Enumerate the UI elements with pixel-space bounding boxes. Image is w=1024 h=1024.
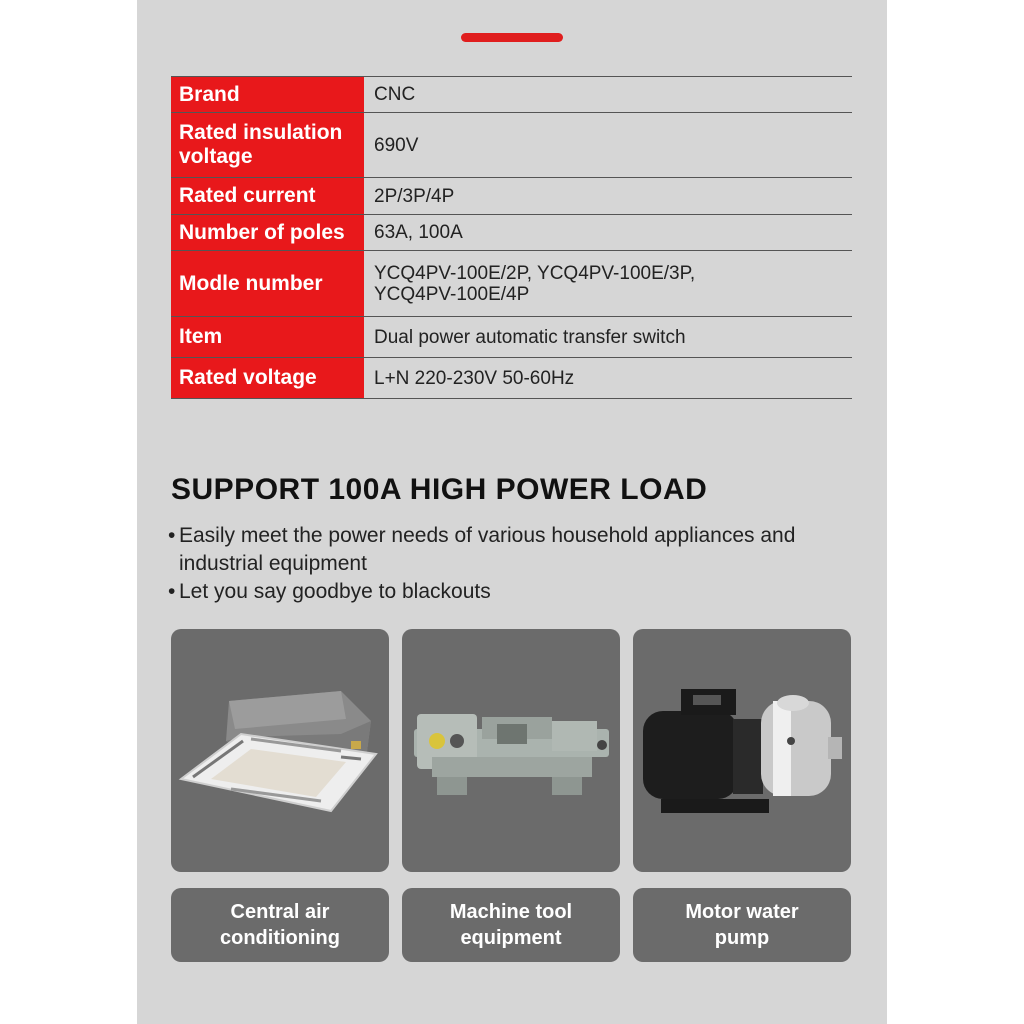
spec-row — [171, 317, 852, 358]
list-item — [168, 522, 858, 578]
spec-key: Brand — [171, 77, 364, 113]
air-conditioner-image — [171, 629, 389, 872]
card-label — [402, 888, 620, 962]
spec-key: Item — [171, 317, 364, 358]
bullet-dot: • — [168, 524, 176, 547]
spec-key: Rated insulation voltage — [171, 113, 364, 178]
card-label-text: Central air conditioning — [220, 901, 340, 949]
card-air-conditioning — [171, 629, 389, 872]
card-label — [633, 888, 851, 962]
spec-row — [171, 251, 852, 317]
card-label-text: Motor water pump — [685, 901, 799, 949]
card-label-text: Machine tool equipment — [449, 901, 573, 949]
card-machine-tool — [402, 629, 620, 872]
bullet-text: Easily meet the power needs of various household appliances and industrial equipment — [179, 524, 796, 575]
section-headline: SUPPORT 100A HIGH POWER LOAD — [171, 473, 708, 506]
feature-list — [168, 522, 858, 606]
spec-row — [171, 358, 852, 399]
card-water-pump — [633, 629, 851, 872]
lathe-machine-image — [402, 629, 620, 872]
spec-key: Number of poles — [171, 215, 364, 251]
spec-key: Rated voltage — [171, 358, 364, 399]
spec-value: 2P/3P/4P — [364, 178, 852, 215]
bullet-dot: • — [168, 580, 176, 603]
spec-key: Modle number — [171, 251, 364, 317]
spec-value: YCQ4PV-100E/2P, YCQ4PV-100E/3P, YCQ4PV-100E/4P — [364, 251, 852, 317]
spec-value: CNC — [364, 77, 852, 113]
bullet-text: Let you say goodbye to blackouts — [179, 580, 491, 603]
spec-row — [171, 77, 852, 113]
water-pump-image — [633, 629, 851, 872]
spec-key: Rated current — [171, 178, 364, 215]
spec-row — [171, 215, 852, 251]
spec-row — [171, 178, 852, 215]
spec-table — [171, 76, 852, 399]
spec-value: L+N 220-230V 50-60Hz — [364, 358, 852, 399]
spec-value: 63A, 100A — [364, 215, 852, 251]
spec-value: Dual power automatic transfer switch — [364, 317, 852, 358]
spec-row — [171, 113, 852, 178]
card-label — [171, 888, 389, 962]
list-item — [168, 578, 858, 606]
spec-value: 690V — [364, 113, 852, 178]
accent-bar — [461, 33, 563, 42]
